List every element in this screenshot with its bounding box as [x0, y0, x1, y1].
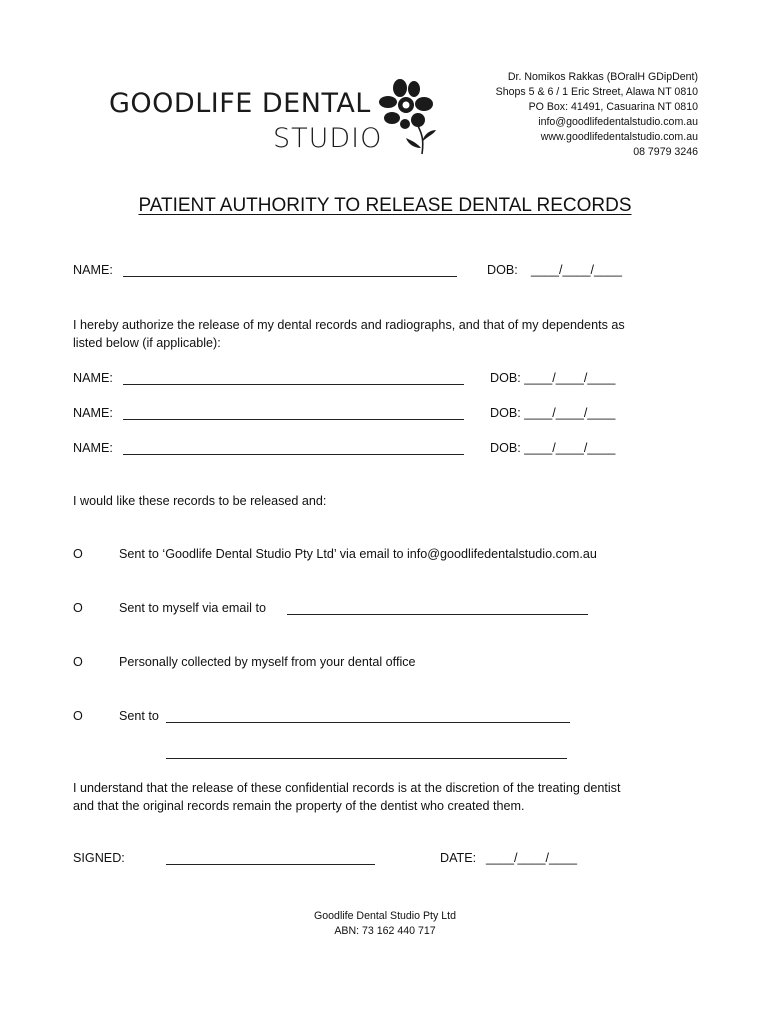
email-address: info@goodlifedentalstudio.com.au	[538, 116, 698, 128]
street-address: Shops 5 & 6 / 1 Eric Street, Alawa NT 0810	[495, 86, 698, 98]
option-4-checkbox[interactable]: O	[73, 709, 83, 723]
understanding-line-2: and that the original records remain the property of the dentist who created them.	[73, 799, 525, 813]
website-url: www.goodlifedentalstudio.com.au	[540, 131, 698, 143]
option-3-label: Personally collected by myself from your dental office	[119, 655, 416, 669]
patient-dob-field[interactable]: ____/____/____	[531, 263, 623, 277]
dependent-3-name-label: NAME:	[73, 441, 113, 455]
dependent-1-name-label: NAME:	[73, 371, 113, 385]
option-4-recipient-field[interactable]	[166, 710, 570, 723]
flower-logo-icon	[378, 76, 438, 158]
po-box: PO Box: 41491, Casuarina NT 0810	[528, 101, 698, 113]
option-4-label: Sent to	[119, 709, 159, 723]
option-4-recipient-field-line-2[interactable]	[166, 746, 567, 759]
patient-name-label: NAME:	[73, 263, 113, 277]
understanding-statement	[73, 779, 620, 815]
option-2-label: Sent to myself via email to	[119, 601, 266, 615]
authorization-statement	[73, 316, 625, 352]
dependent-3-dob-field[interactable]: DOB: ____/____/____	[490, 441, 616, 455]
footer	[0, 909, 770, 939]
signed-label: SIGNED:	[73, 851, 125, 865]
phone-number: 08 7979 3246	[633, 146, 698, 158]
signature-field[interactable]	[166, 852, 375, 865]
option-2-email-field[interactable]	[287, 602, 588, 615]
footer-abn: ABN: 73 162 440 717	[334, 925, 436, 937]
option-3-checkbox[interactable]: O	[73, 655, 83, 669]
form-title: PATIENT AUTHORITY TO RELEASE DENTAL RECORDS	[138, 195, 632, 216]
dependent-1-dob-field[interactable]: DOB: ____/____/____	[490, 371, 616, 385]
dependent-2-dob-field[interactable]: DOB: ____/____/____	[490, 406, 616, 420]
patient-name-field[interactable]	[123, 264, 457, 277]
authorization-line-1: I hereby authorize the release of my dental records and radiographs, and that of my dependents as	[73, 318, 625, 332]
understanding-line-1: I understand that the release of these confidential records is at the discretion of the treating dentist	[73, 781, 621, 795]
dentist-name: Dr. Nomikos Rakkas (BOralH GDipDent)	[507, 71, 698, 83]
dependent-3-name-field[interactable]	[123, 442, 464, 455]
dependent-2-name-field[interactable]	[123, 407, 464, 420]
dependent-2-name-label: NAME:	[73, 406, 113, 420]
date-field[interactable]: ____/____/____	[486, 851, 578, 865]
patient-dob-label: DOB:	[487, 263, 518, 277]
practice-contact-block	[496, 70, 698, 160]
logo-wordmark-main: GOODLIFE DENTAL	[109, 88, 371, 119]
release-intro: I would like these records to be released and:	[73, 494, 327, 508]
date-label: DATE:	[440, 851, 477, 865]
option-1-label: Sent to ‘Goodlife Dental Studio Pty Ltd’ via email to info@goodlifedentalstudio.com.au	[119, 547, 597, 561]
footer-company: Goodlife Dental Studio Pty Ltd	[314, 910, 456, 922]
logo-wordmark-sub: STUDIO	[273, 123, 383, 154]
option-1-checkbox[interactable]: O	[73, 547, 83, 561]
dependent-1-name-field[interactable]	[123, 372, 464, 385]
option-2-checkbox[interactable]: O	[73, 601, 83, 615]
authorization-line-2: listed below (if applicable):	[73, 336, 221, 350]
